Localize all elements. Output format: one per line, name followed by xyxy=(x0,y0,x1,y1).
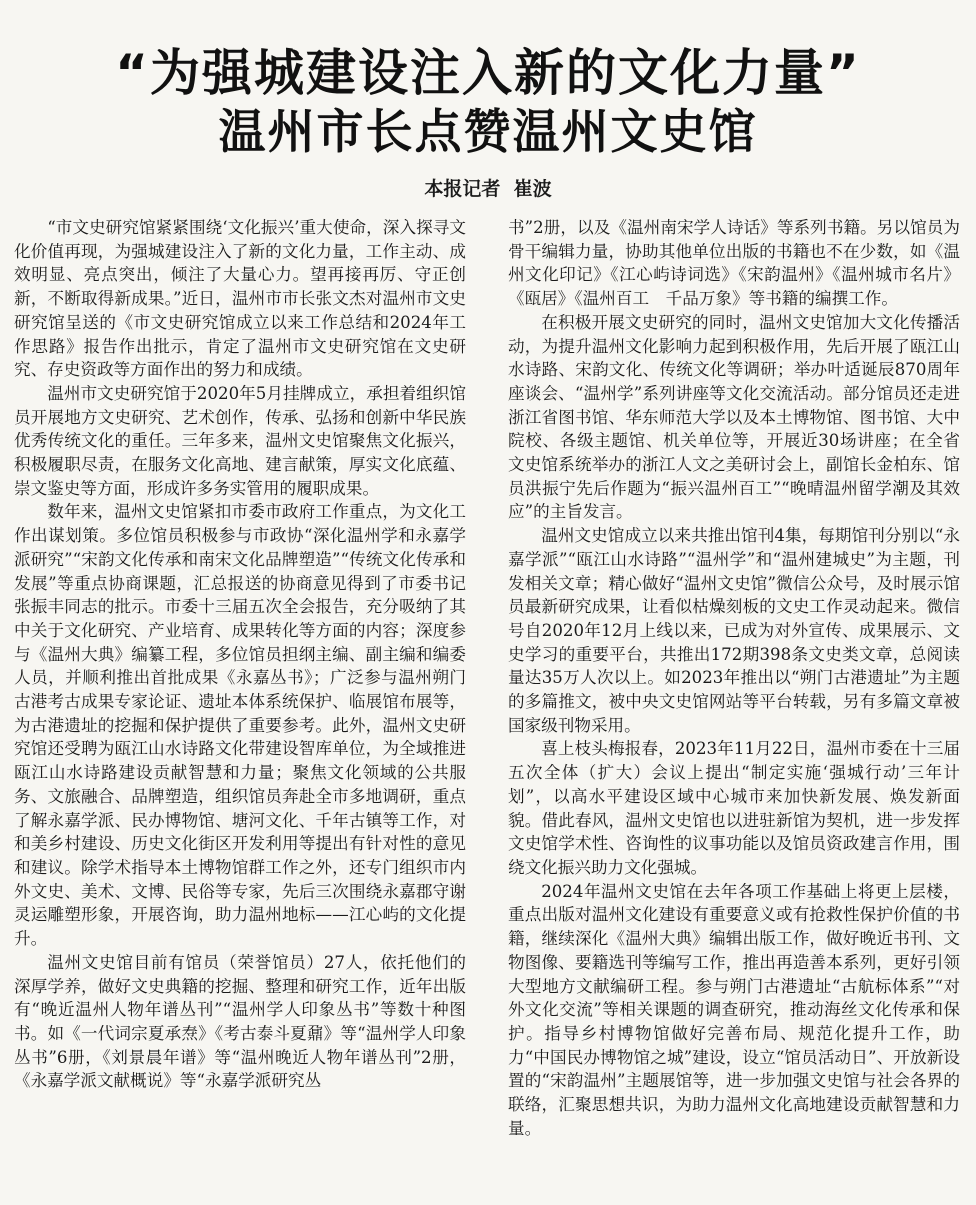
paragraph: 喜上枝头梅报春，2023年11月22日，温州市委在十三届五次全体（扩大）会议上提出“制定实施‘强城行动’三年计划”，以高水平建设区域中心城市来加快新发展、焕发新面貌。借此春风，温州文史馆也以进驻新馆为契机，进一步发挥文史馆学术性、咨询性的议事功能以及馆员资政建言作用，围绕文化振兴助力文化强城。 xyxy=(508,739,960,877)
headline-line-2: 温州市长点赞温州文史馆 xyxy=(218,105,758,160)
paragraph-continued: 书”2册，以及《温州南宋学人诗话》等系列书籍。另以馆员为骨干编辑力量，协助其他单位出版的书籍也不在少数，如《温州文化印记》《江心屿诗词选》《宋韵温州》《温州城市名片》《瓯居》《温州百工 千品万象》等书籍的编撰工作。 xyxy=(508,218,960,309)
right-column xyxy=(508,216,960,1140)
byline xyxy=(0,174,976,201)
paragraph: 数年来，温州文史馆紧扣市委市政府工作重点，为文化工作出谋划策。多位馆员积极参与市政协“深化温州学和永嘉学派研究”“宋韵文化传承和南宋文化品牌塑造”“传统文化传承和发展”等重点协商课题，汇总报送的协商意见得到了市委书记张振丰同志的批示。市委十三届五次全会报告，充分吸纳了其中关于文化研究、产业培育、成果转化等方面的内容；深度参与《温州大典》编纂工程，多位馆员担纲主编、副主编和编委人员，并顺利推出首批成果《永嘉丛书》；广泛参与温州朔门古港考古成果专家论证、遗址本体系统保护、临展馆布展等，为古港遗址的挖掘和保护提供了重要参考。此外，温州文史研究馆还受聘为瓯江山水诗路文化带建设智库单位，为全域推进瓯江山水诗路建设贡献智慧和力量；聚焦文化领域的公共服务、文旅融合、品牌塑造，组织馆员奔赴全市多地调研，重点了解永嘉学派、民办博物馆、塘河文化、千年古镇等工作，对和美乡村建设、历史文化街区开发利用等提出有针对性的意见和建议。除学术指导本土博物馆群工作之外，还专门组织市内外文史、美术、文博、民俗等专家，先后三次围绕永嘉郡守谢灵运雕塑形象，开展咨询，助力温州地标——江心屿的文化提升。 xyxy=(14,502,466,949)
paragraph: 2024年温州文史馆在去年各项工作基础上将更上层楼，重点出版对温州文化建设有重要意义或有抢救性保护价值的书籍，继续深化《温州大典》编辑出版工作，做好晚近书刊、文物图像、要籍选刊等编写工作，推出再造善本系列，更好引领大型地方文献编研工程。参与朔门古港遗址“古航标体系”“对外文化交流”等相关课题的调查研究，推动海丝文化传承和保护。指导乡村博物馆做好完善布局、规范化提升工作，助力“中国民办博物馆之城”建设，设立“馆员活动日”、开放新设置的“宋韵温州”主题展馆等，进一步加强文史馆与社会各界的联络，汇聚思想共识，为助力温州文化高地建设贡献智慧和力量。 xyxy=(508,881,960,1138)
paragraph: 温州文史馆目前有馆员（荣誉馆员）27人，依托他们的深厚学养，做好文史典籍的挖掘、整理和研究工作，近年出版有“晚近温州人物年谱丛刊”“温州学人印象丛书”等数十种图书。如《一代词宗夏承焘》《考古泰斗夏鼐》等“温州学人印象丛书”6册，《刘景晨年谱》等“温州晚近人物年谱丛刊”2册，《永嘉学派文献概说》等“永嘉学派研究丛 xyxy=(14,952,466,1091)
byline-author: 崔波 xyxy=(513,178,552,200)
byline-label: 本报记者 xyxy=(424,178,501,200)
headline-line-1: “为强城建设注入新的文化力量” xyxy=(115,44,861,102)
paragraph: 温州市文史研究馆于2020年5月挂牌成立，承担着组织馆员开展地方文史研究、艺术创作，传承、弘扬和创新中华民族优秀传统文化的重任。三年多来，温州文史馆聚焦文化振兴，积极履职尽责，在服务文化高地、建言献策，厚实文化底蕴、崇文鉴史等方面，形成许多务实管用的履职成果。 xyxy=(14,383,466,498)
paragraph: “市文史研究馆紧紧围绕‘文化振兴’重大使命，深入探寻文化价值再现，为强城建设注入了新的文化力量，工作主动、成效明显、亮点突出，倾注了大量心力。望再接再厉、守正创新，不断取得新成果。”近日，温州市市长张文杰对温州市文史研究馆呈送的《市文史研究馆成立以来工作总结和2024年工作思路》报告作出批示，肯定了温州市文史研究馆在文史研究、存史资政等方面作出的努力和成绩。 xyxy=(14,218,466,380)
paragraph: 温州文史馆成立以来共推出馆刊4集，每期馆刊分别以“永嘉学派”“瓯江山水诗路”“温州学”和“温州建城史”为主题，刊发相关文章；精心做好“温州文史馆”微信公众号，及时展示馆员最新研究成果，让看似枯燥刻板的文史工作灵动起来。微信号自2020年12月上线以来，已成为对外宣传、成果展示、文史学习的重要平台，共推出172期398条文史类文章，总阅读量达35万人次以上。如2023年推出以“朔门古港遗址”为主题的多篇推文，被中央文史馆网站等平台转载，另有多篇文章被国家级刊物采用。 xyxy=(508,526,960,735)
left-column xyxy=(14,216,466,1093)
paragraph: 在积极开展文史研究的同时，温州文史馆加大文化传播活动，为提升温州文化影响力起到积极作用，先后开展了瓯江山水诗路、宋韵文化、传统文化等调研；举办叶适诞辰870周年座谈会、“温州学”系列讲座等文化交流活动。部分馆员还走进浙江省图书馆、华东师范大学以及本土博物馆、图书馆、大中院校、各级主题馆、机关单位等，开展近30场讲座；在全省文史馆系统举办的浙江人文之美研讨会上，副馆长金柏东、馆员洪振宁先后作题为“振兴温州百工”“晚晴温州留学潮及其效应”的主旨发言。 xyxy=(508,312,960,522)
